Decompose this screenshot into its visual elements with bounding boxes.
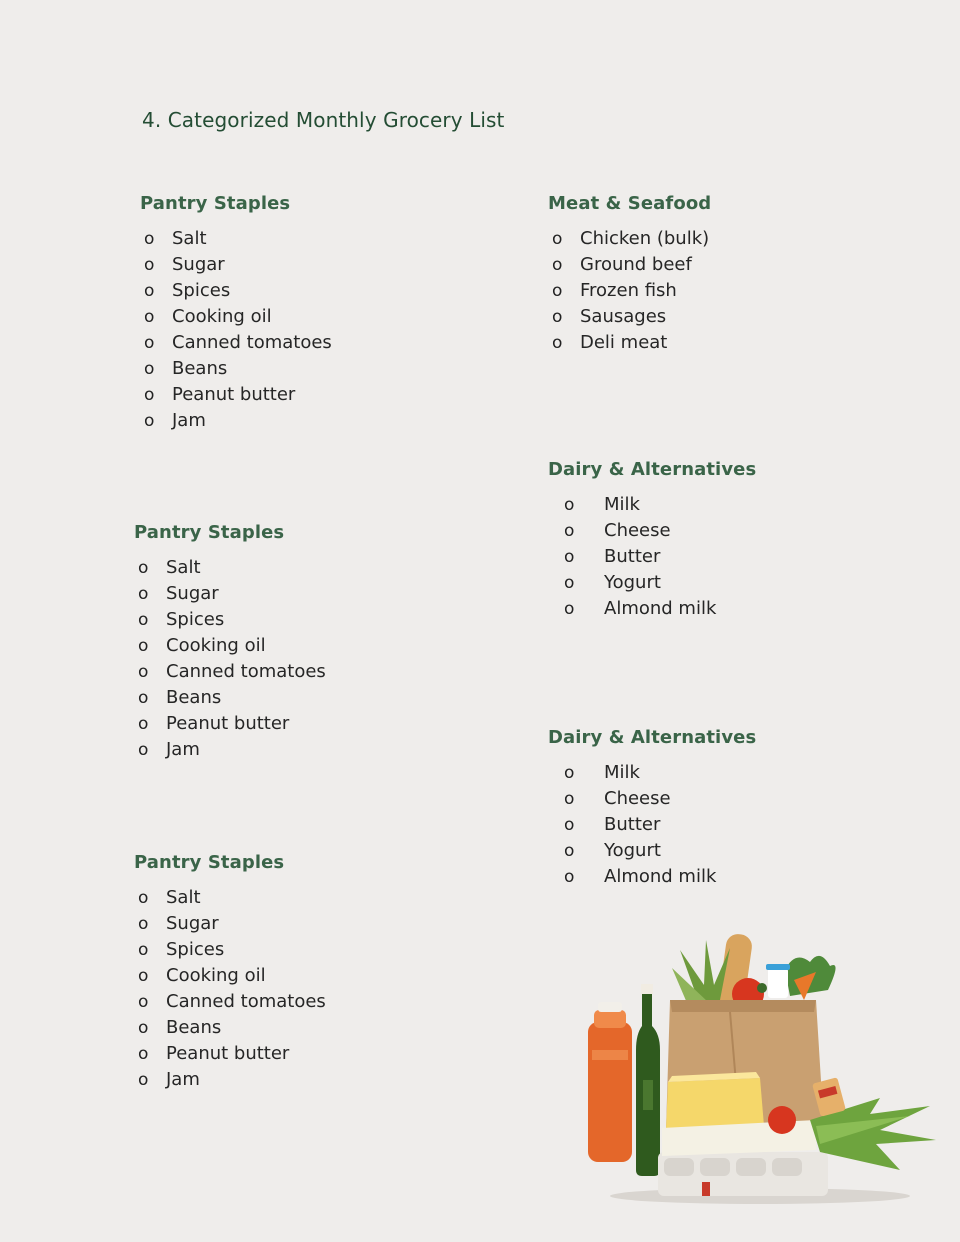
- bullet-icon: o: [138, 940, 149, 960]
- list-item: o Sugar: [134, 581, 494, 607]
- bullet-icon: o: [138, 966, 149, 986]
- bullet-icon: o: [138, 636, 149, 656]
- list-item: o Frozen fish: [548, 278, 908, 304]
- section-dairy-alternatives: [548, 726, 908, 890]
- bullet-icon: o: [138, 888, 149, 908]
- page-title: 4. Categorized Monthly Grocery List: [142, 108, 505, 132]
- bullet-icon: o: [564, 763, 575, 783]
- list-item: o Jam: [134, 1067, 494, 1093]
- bullet-icon: o: [144, 229, 155, 249]
- list-item: o Canned tomatoes: [134, 659, 494, 685]
- bullet-icon: o: [552, 281, 563, 301]
- list-item: o Butter: [548, 544, 908, 570]
- bullet-icon: o: [564, 815, 575, 835]
- section-heading: Meat & Seafood: [548, 193, 712, 214]
- list-item: o Yogurt: [548, 570, 908, 596]
- bullet-icon: o: [564, 599, 575, 619]
- list-item: o Jam: [140, 408, 500, 434]
- bullet-icon: o: [138, 584, 149, 604]
- list-item: o Beans: [134, 685, 494, 711]
- bullet-icon: o: [564, 573, 575, 593]
- list-item: o Peanut butter: [140, 382, 500, 408]
- bullet-icon: o: [138, 914, 149, 934]
- bullet-icon: o: [138, 688, 149, 708]
- list-item: o Sugar: [134, 911, 494, 937]
- list-item: o Canned tomatoes: [134, 989, 494, 1015]
- bullet-icon: o: [564, 547, 575, 567]
- bullet-icon: o: [552, 255, 563, 275]
- list-item: o Ground beef: [548, 252, 908, 278]
- bullet-icon: o: [552, 229, 563, 249]
- bullet-icon: o: [564, 841, 575, 861]
- list-item: o Canned tomatoes: [140, 330, 500, 356]
- bullet-icon: o: [564, 789, 575, 809]
- section-pantry-staples: [134, 521, 494, 763]
- list-item: o Salt: [140, 226, 500, 252]
- bullet-icon: o: [552, 307, 563, 327]
- item-list: [134, 885, 494, 1093]
- list-item: o Jam: [134, 737, 494, 763]
- list-item: o Yogurt: [548, 838, 908, 864]
- bullet-icon: o: [138, 714, 149, 734]
- item-list: [548, 760, 908, 890]
- section-heading: Dairy & Alternatives: [548, 727, 757, 748]
- bullet-icon: o: [144, 307, 155, 327]
- bullet-icon: o: [564, 495, 575, 515]
- item-list: [548, 492, 908, 622]
- list-item: o Chicken (bulk): [548, 226, 908, 252]
- list-item: o Salt: [134, 555, 494, 581]
- item-list: [134, 555, 494, 763]
- bullet-icon: o: [138, 1044, 149, 1064]
- bullet-icon: o: [552, 333, 563, 353]
- bullet-icon: o: [144, 255, 155, 275]
- section-heading: Dairy & Alternatives: [548, 459, 757, 480]
- list-item: o Beans: [140, 356, 500, 382]
- bullet-icon: o: [138, 558, 149, 578]
- bullet-icon: o: [138, 610, 149, 630]
- list-item: o Almond milk: [548, 864, 908, 890]
- list-item: o Cooking oil: [140, 304, 500, 330]
- section-pantry-staples: [140, 192, 500, 434]
- section-heading: Pantry Staples: [140, 193, 291, 214]
- grocery-bag-illustration: [580, 930, 940, 1210]
- list-item: o Cheese: [548, 786, 908, 812]
- list-item: o Spices: [134, 607, 494, 633]
- section-dairy-alternatives: [548, 458, 908, 622]
- bullet-icon: o: [138, 1070, 149, 1090]
- section-heading: Pantry Staples: [134, 522, 285, 543]
- list-item: o Spices: [140, 278, 500, 304]
- bullet-icon: o: [138, 662, 149, 682]
- list-item: o Cooking oil: [134, 633, 494, 659]
- bullet-icon: o: [144, 359, 155, 379]
- list-item: o Deli meat: [548, 330, 908, 356]
- list-item: o Beans: [134, 1015, 494, 1041]
- bullet-icon: o: [144, 333, 155, 353]
- list-item: o Milk: [548, 760, 908, 786]
- item-list: [140, 226, 500, 434]
- list-item: o Milk: [548, 492, 908, 518]
- list-item: o Butter: [548, 812, 908, 838]
- bullet-icon: o: [564, 521, 575, 541]
- list-item: o Cheese: [548, 518, 908, 544]
- bullet-icon: o: [144, 385, 155, 405]
- bullet-icon: o: [138, 740, 149, 760]
- list-item: o Peanut butter: [134, 1041, 494, 1067]
- section-pantry-staples: [134, 851, 494, 1093]
- list-item: o Sausages: [548, 304, 908, 330]
- list-item: o Sugar: [140, 252, 500, 278]
- list-item: o Peanut butter: [134, 711, 494, 737]
- list-item: o Salt: [134, 885, 494, 911]
- list-item: o Almond milk: [548, 596, 908, 622]
- bullet-icon: o: [138, 1018, 149, 1038]
- item-list: [548, 226, 908, 356]
- bullet-icon: o: [138, 992, 149, 1012]
- bullet-icon: o: [564, 867, 575, 887]
- section-meat-seafood: [548, 192, 908, 356]
- bullet-icon: o: [144, 281, 155, 301]
- list-item: o Cooking oil: [134, 963, 494, 989]
- section-heading: Pantry Staples: [134, 852, 285, 873]
- bullet-icon: o: [144, 411, 155, 431]
- list-item: o Spices: [134, 937, 494, 963]
